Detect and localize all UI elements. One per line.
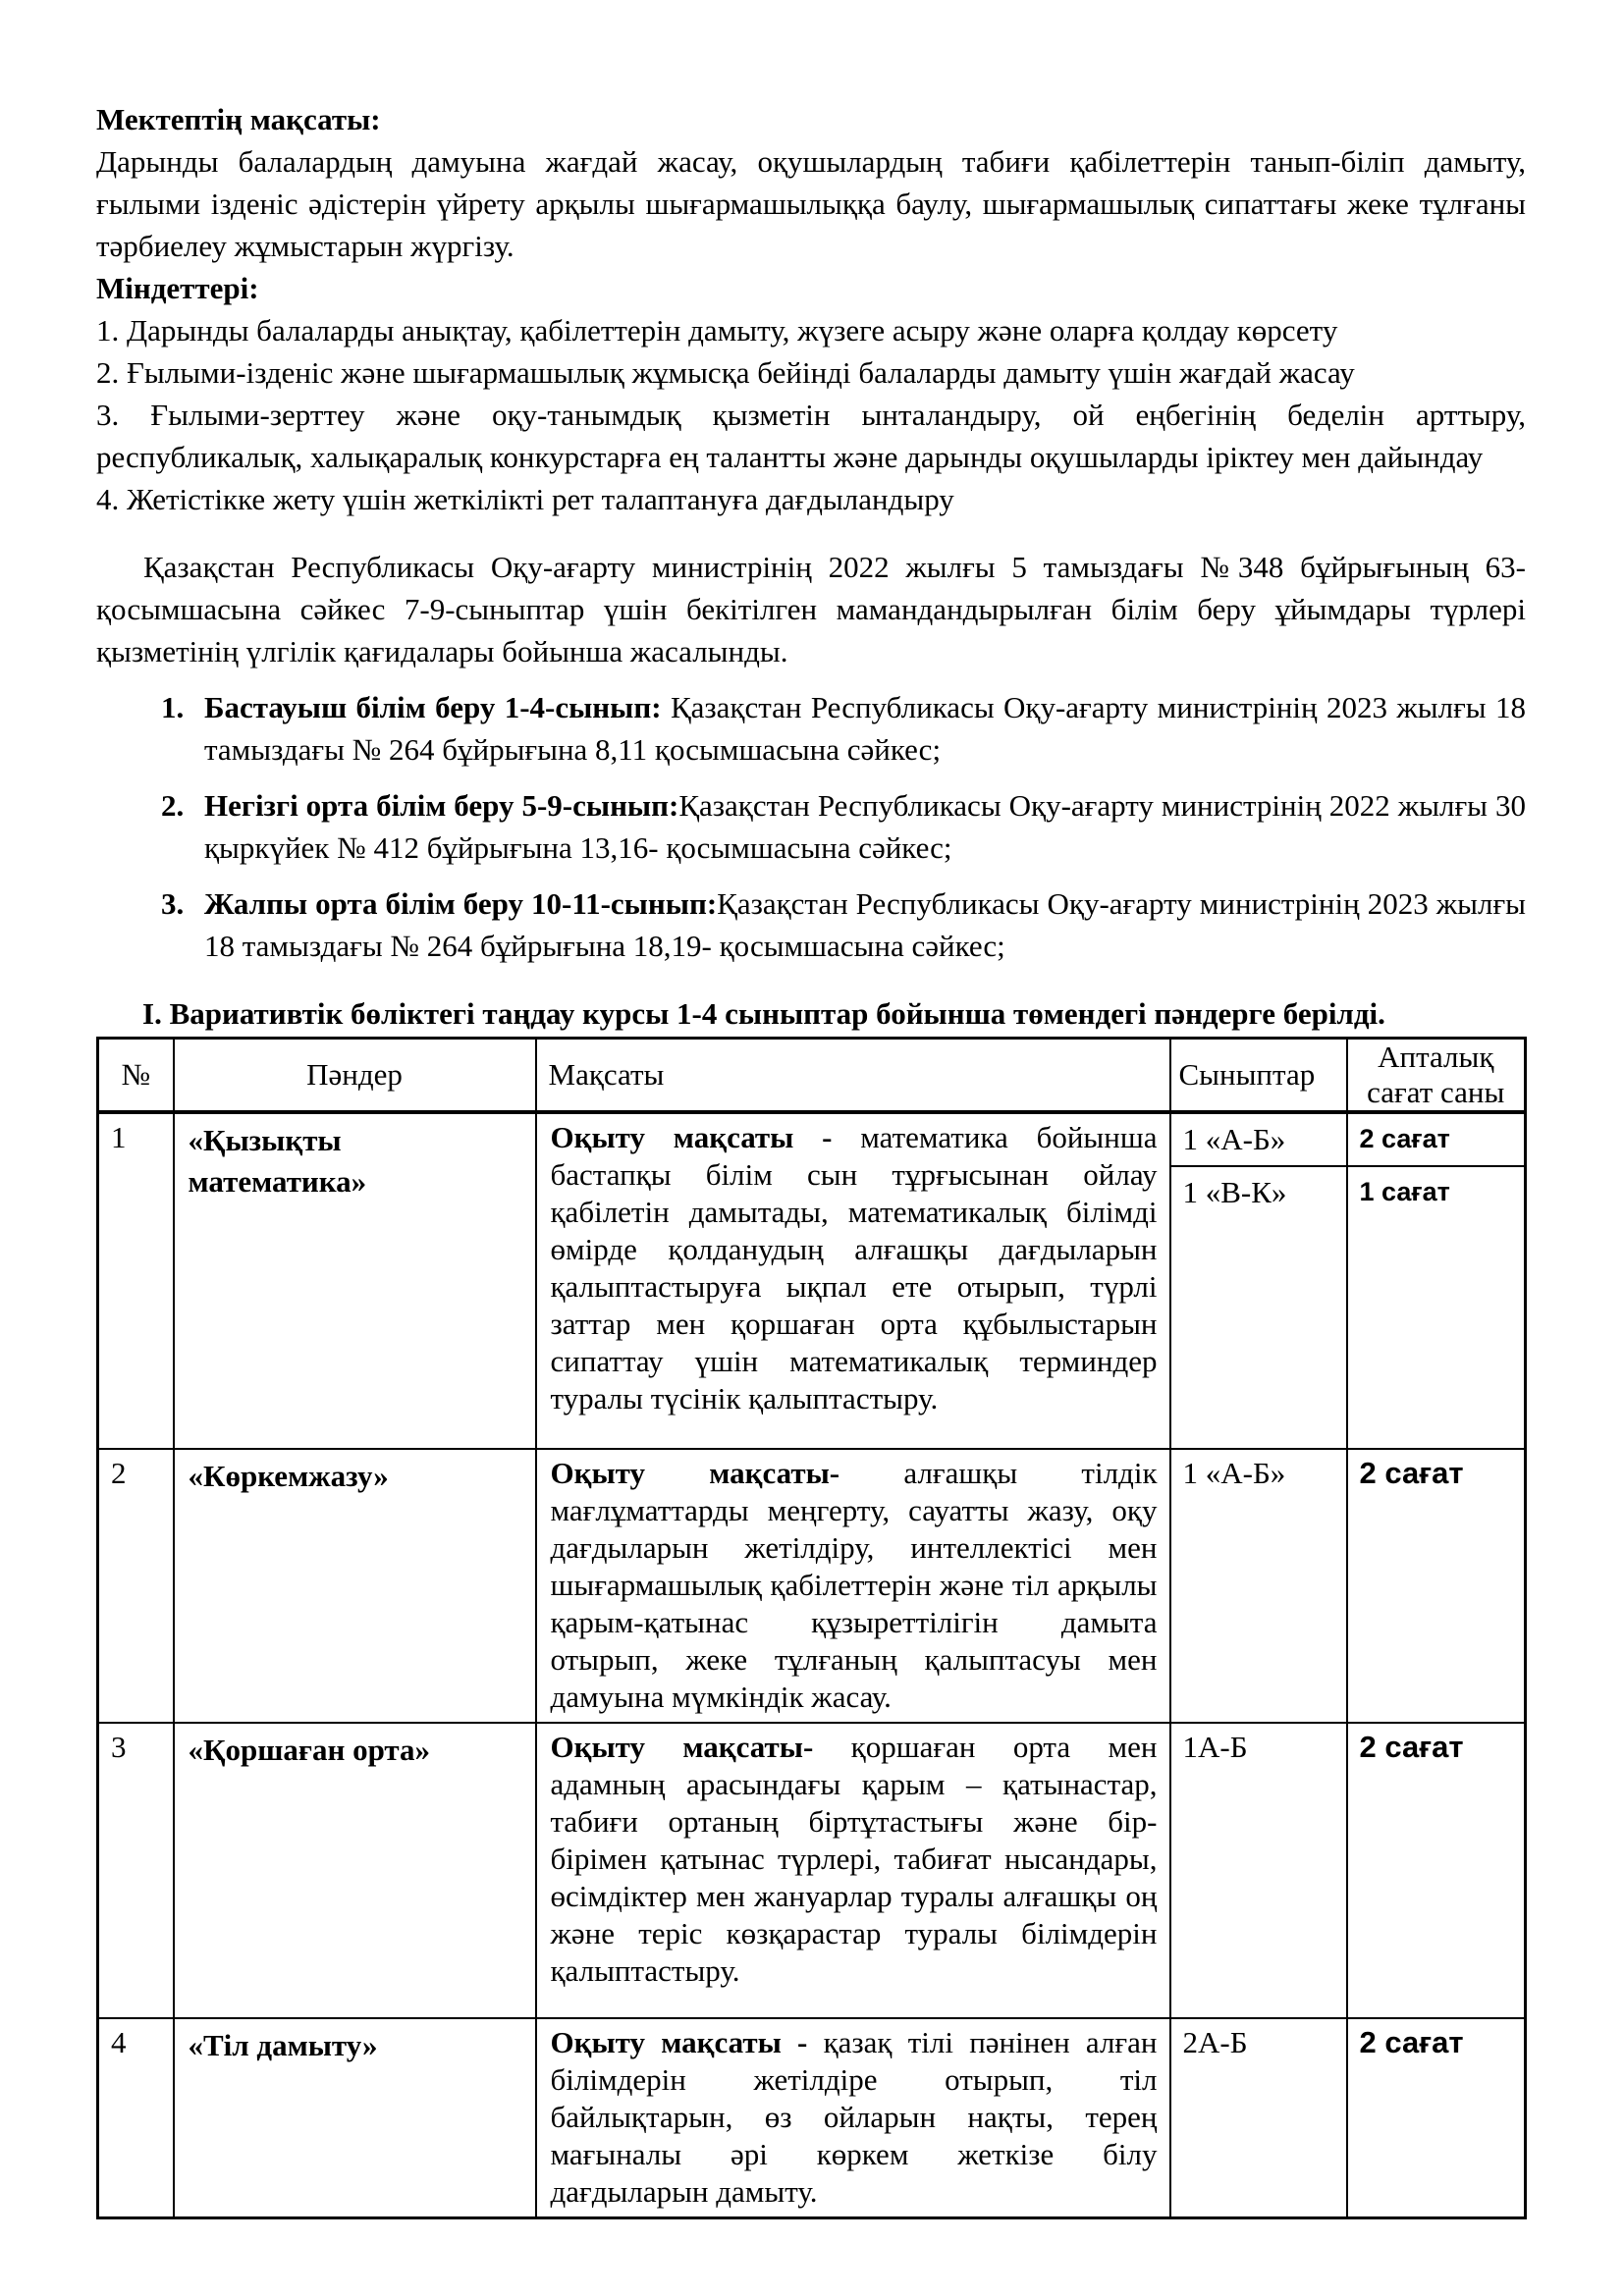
row-number: 3 xyxy=(98,1723,174,2018)
goal-rest: қазақ тілі пәнінен алған білімдерін жетілдіре отырып, тіл байлықтарын, өз ойларын нақты, терең мағыналы әрі көркем жеткізе білу дағдыларын дамыту. xyxy=(550,2025,1158,2209)
header-classes: Сыныптар xyxy=(1170,1039,1347,1113)
task-item-4: 4. Жетістікке жету үшін жеткілікті рет талаптануға дағдыландыру xyxy=(96,482,954,516)
classes-cell: 1А-Б xyxy=(1170,1723,1347,2018)
classes-cell xyxy=(1170,1112,1347,1449)
hours-cell xyxy=(1347,1112,1526,1449)
level-text-bold: Бастауыш білім беру 1-4-сынып: xyxy=(204,690,662,724)
hours-cell: 2 сағат xyxy=(1347,1723,1526,2018)
table-row xyxy=(98,1449,1526,1723)
goal-cell xyxy=(536,1723,1170,2018)
hours-value: 2 сағат xyxy=(1359,1124,1450,1153)
goal-bold: Оқыту мақсаты - xyxy=(550,1120,833,1154)
level-text-bold: Негізгі орта білім беру 5-9-сынып: xyxy=(204,788,679,823)
level-text-rest: Қазақстан Республикасы Оқу-ағарту министрінің 2023 жылғы 18 тамыздағы № 264 бұйрығына 18,19- қосымшасына сәйкес; xyxy=(204,886,1526,963)
courses-table xyxy=(96,1037,1527,2219)
level-number: 2. xyxy=(161,788,185,823)
goal-rest: қоршаған орта мен адамның арасындағы қарым – қатынастар, табиғи ортаның біртұтастығы және бір-бірімен қатынас түрлері, табиғат нысандары, өсімдіктер мен жануарлар туралы алғашқы оң және теріс көзқарастар туралы білімдерін қалыптастыру. xyxy=(550,1730,1158,1988)
class-value: 1 «В-К» xyxy=(1171,1165,1346,1210)
row-number: 1 xyxy=(98,1112,174,1449)
level-number: 3. xyxy=(161,886,185,921)
level-item-3 xyxy=(96,882,1526,967)
level-text-rest: Қазақстан Республикасы Оқу-ағарту министрінің 2022 жылғы 30 қыркүйек № 412 бұйрығына 13,16- қосымшасына сәйкес; xyxy=(204,788,1526,865)
table-row xyxy=(98,1723,1526,2018)
level-text xyxy=(204,784,1526,869)
level-item-1 xyxy=(96,686,1526,771)
header-subject: Пәндер xyxy=(174,1039,536,1113)
table-header-row xyxy=(98,1039,1526,1113)
goal-cell xyxy=(536,1449,1170,1723)
goal-rest: алғашқы тілдік мағлұматтарды меңгерту, сауатты жазу, оқу дағдыларын жетілдіру, интеллектісі мен шығармашылық қабілеттерін және тіл арқылы қарым-қатынас құзыреттілігін дамыта отырып, жеке тұлғаның қалыптасуы мен дамуына мүмкіндік жасау. xyxy=(550,1456,1158,1714)
hours-value: 1 сағат xyxy=(1348,1165,1525,1207)
row-number: 4 xyxy=(98,2018,174,2218)
basis-paragraph: Қазақстан Республикасы Оқу-ағарту министрінің 2022 жылғы 5 тамыздағы №348 бұйрығының 63-қосымшасына сәйкес 7-9-сыныптар үшін бекітілген мамандандырылған білім беру ұйымдары түрлері қызметінің үлгілік қағидалары бойынша жасалынды. xyxy=(96,550,1526,668)
goal-text: Дарынды балалардың дамуына жағдай жасау, оқушылардың табиғи қабілеттерін танып-біліп дамыту, ғылыми ізденіс әдістерін үйрету арқылы шығармашылыққа баулу, шығармашылық сипаттағы жеке тұлғаны тәрбиелеу жұмыстарын жүргізу. xyxy=(96,144,1526,263)
level-text-bold: Жалпы орта білім беру 10-11-сынып: xyxy=(204,886,718,921)
header-goal: Мақсаты xyxy=(536,1039,1170,1113)
goal-bold: Оқыту мақсаты- xyxy=(550,1730,814,1764)
task-item-2: 2. Ғылыми-ізденіс және шығармашылық жұмысқа бейінді балаларды дамыту үшін жағдай жасау xyxy=(96,355,1355,390)
header-num: № xyxy=(98,1039,174,1113)
section-heading: I. Вариативтік бөліктегі таңдау курсы 1-4 сыныптар бойынша төмендегі пәндерге берілді. xyxy=(142,996,1385,1031)
row-number: 2 xyxy=(98,1449,174,1723)
goal-cell xyxy=(536,2018,1170,2218)
subject-cell: «Қызықты математика» xyxy=(174,1112,536,1449)
tasks-title: Міндеттері: xyxy=(96,271,259,305)
hours-cell: 2 сағат xyxy=(1347,2018,1526,2218)
level-text xyxy=(204,882,1526,967)
education-levels-list xyxy=(96,686,1526,967)
header-weekly-hours: Апталық сағат саны xyxy=(1347,1039,1526,1113)
subject-cell: «Қоршаған орта» xyxy=(174,1723,536,2018)
subject-cell: «Тіл дамыту» xyxy=(174,2018,536,2218)
task-item-1: 1. Дарынды балаларды анықтау, қабілеттерін дамыту, жүзеге асыру және оларға қолдау көрсету xyxy=(96,313,1338,347)
goal-bold: Оқыту мақсаты - xyxy=(550,2025,808,2059)
level-text xyxy=(204,686,1526,771)
level-item-2 xyxy=(96,784,1526,869)
table-row xyxy=(98,1112,1526,1449)
class-value: 1 «А-Б» xyxy=(1182,1122,1286,1156)
table-row xyxy=(98,2018,1526,2218)
level-number: 1. xyxy=(161,690,185,724)
goal-rest: математика бойынша бастапқы білім сын тұрғысынан ойлау қабілетін дамытады, математикалық білімді өмірде қолданудың алғашқы дағдыларын қалыптастыруға ықпал ете отырып, түрлі заттар мен қоршаған орта құбылыстарын сипаттау үшін математикалық терминдер туралы түсінік қалыптастыру. xyxy=(550,1120,1158,1415)
subject-cell: «Көркемжазу» xyxy=(174,1449,536,1723)
goal-bold: Оқыту мақсаты- xyxy=(550,1456,840,1490)
hours-cell: 2 сағат xyxy=(1347,1449,1526,1723)
goal-cell xyxy=(536,1112,1170,1449)
task-item-3: 3. Ғылыми-зерттеу және оқу-танымдық қызметін ынталандыру, ой еңбегінің беделін арттыру, республикалық, халықаралық конкурстарға ең талантты және дарынды оқушыларды іріктеу мен дайындау xyxy=(96,398,1526,474)
goal-title: Мектептің мақсаты: xyxy=(96,102,381,136)
classes-cell: 1 «А-Б» xyxy=(1170,1449,1347,1723)
level-text-rest: Қазақстан Республикасы Оқу-ағарту министрінің 2023 жылғы 18 тамыздағы № 264 бұйрығына 8,11 қосымшасына сәйкес; xyxy=(204,690,1526,767)
classes-cell: 2А-Б xyxy=(1170,2018,1347,2218)
